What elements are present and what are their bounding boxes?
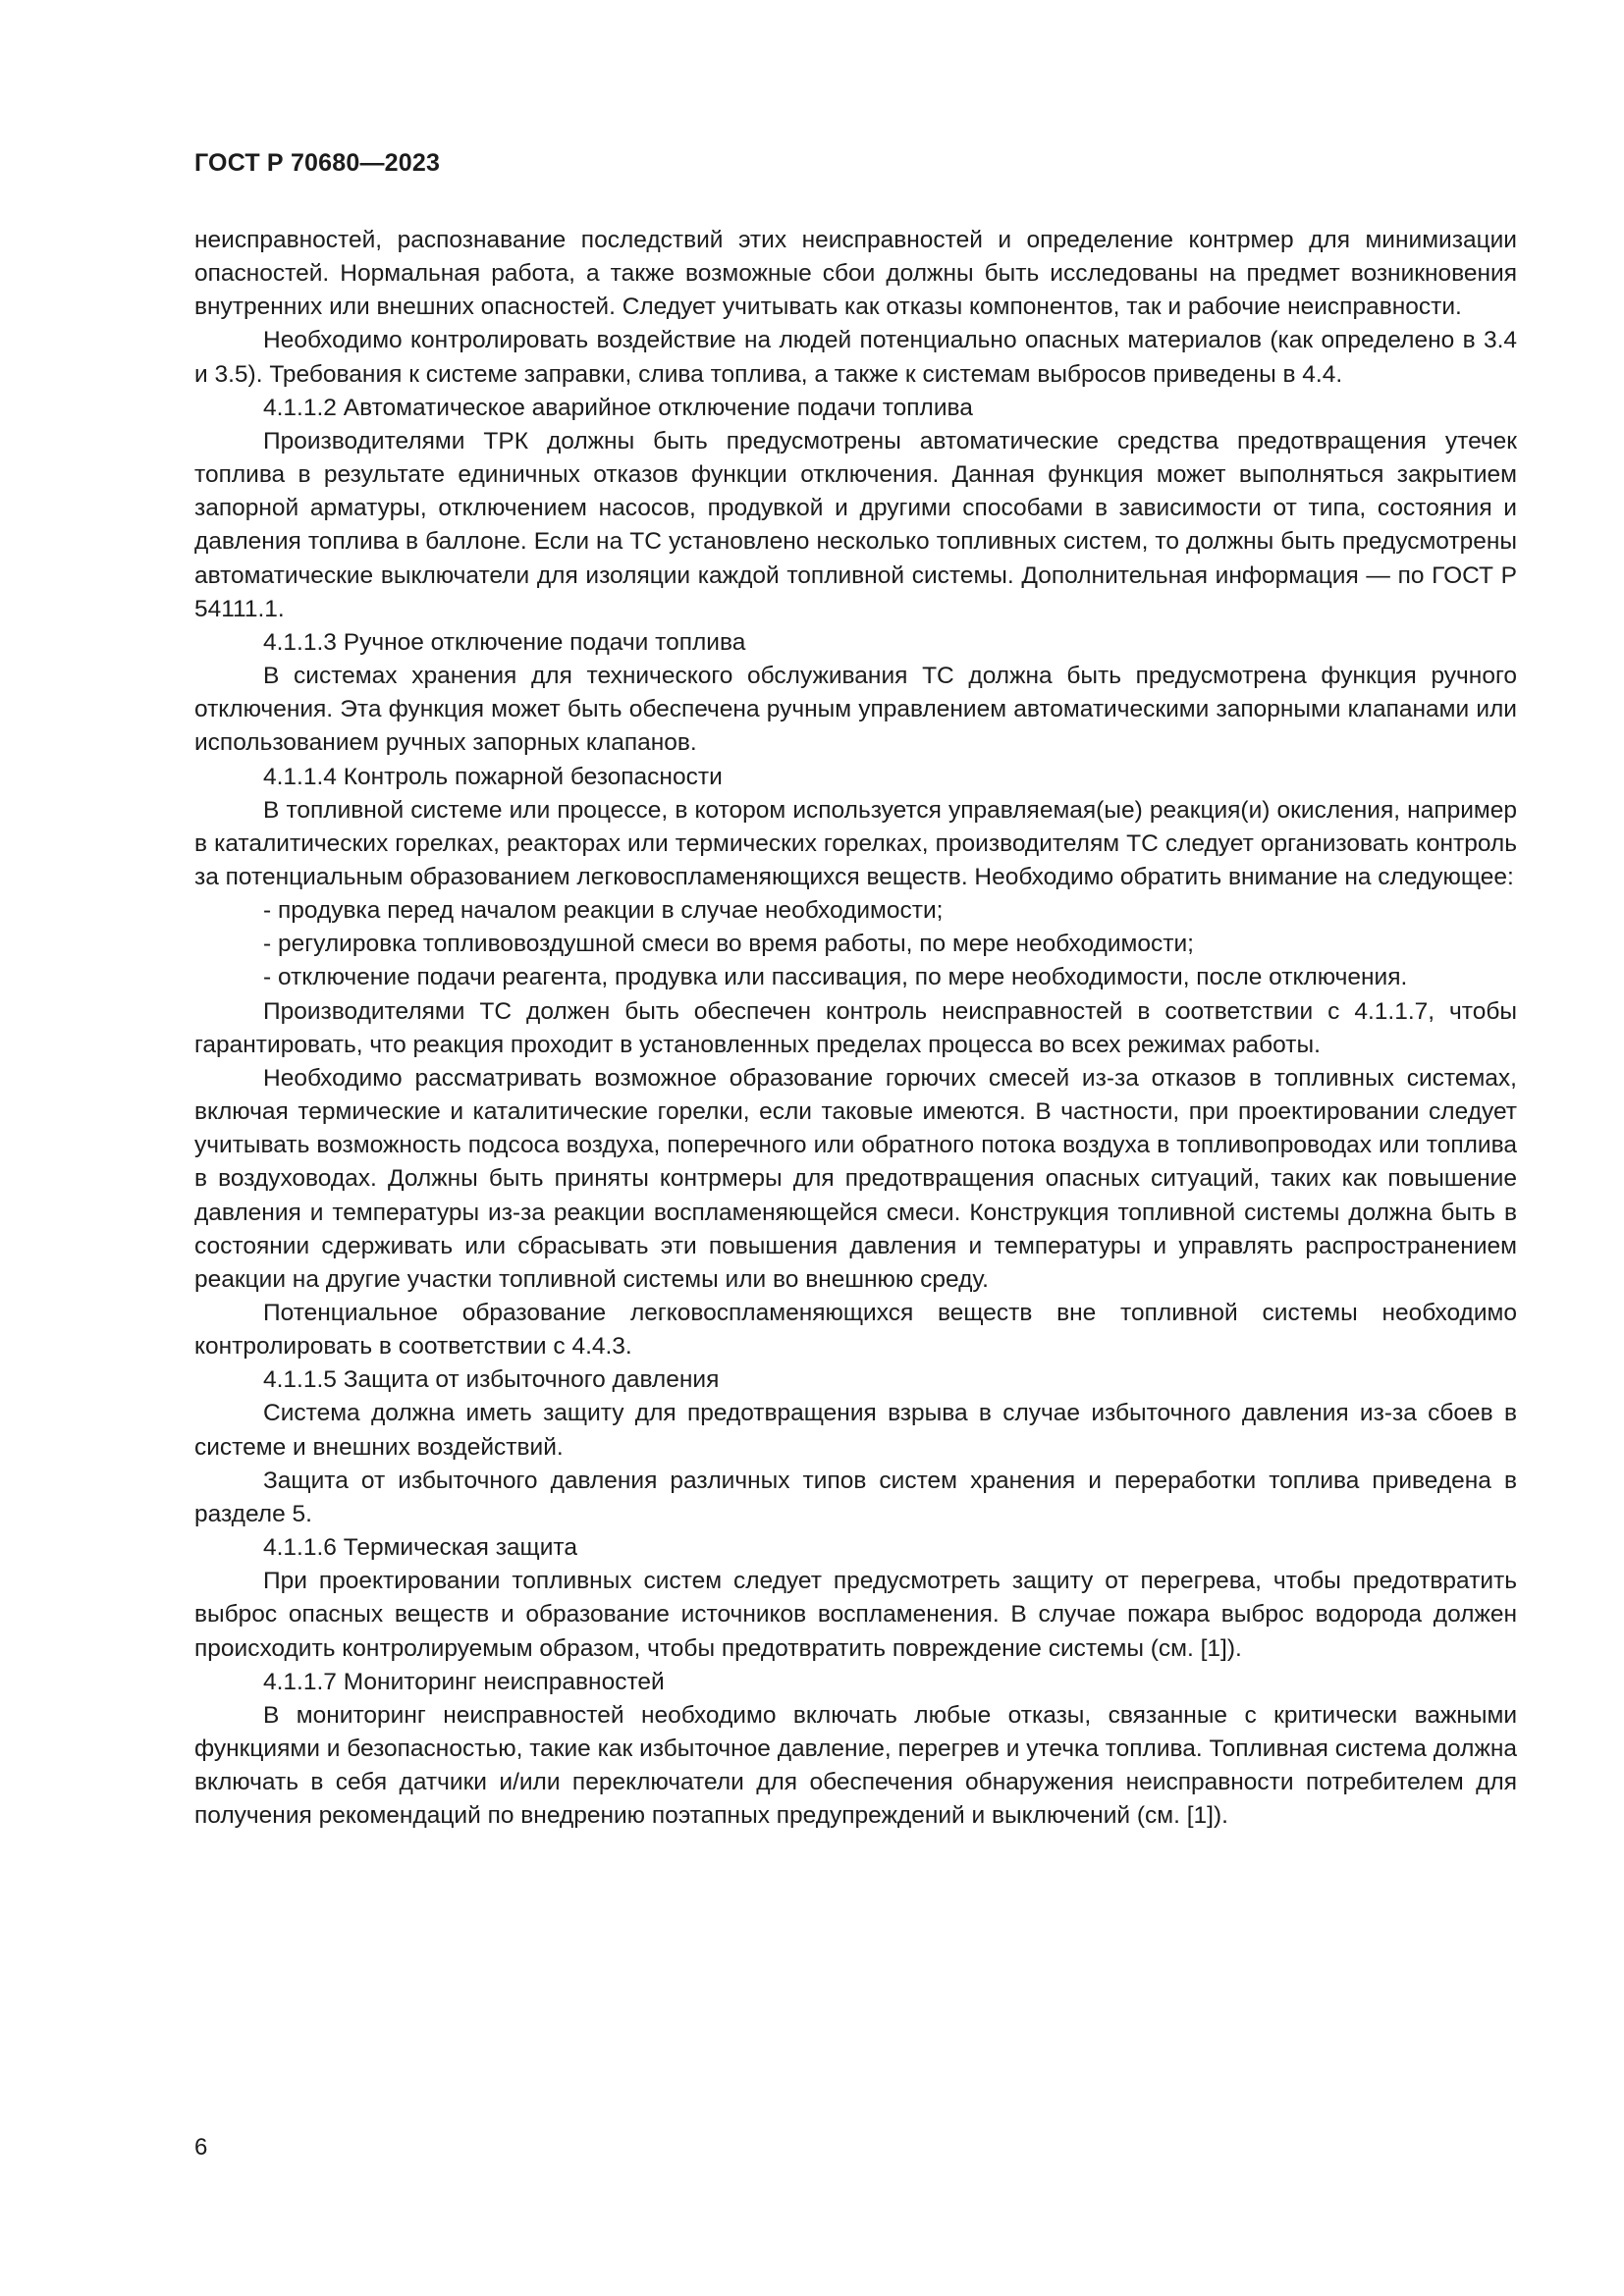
paragraph: При проектировании топливных систем следует предусмотреть защиту от перегрева, чтобы предотвратить выброс опасных веществ и образование источников воспламенения. В случае пожара выброс водорода должен происходить контролируемым образом, чтобы предотвратить повреждение системы (см. [1]). bbox=[194, 1568, 1517, 1662]
paragraph: Система должна иметь защиту для предотвращения взрыва в случае избыточного давления из-за сбоев в системе и внешних воздействий. bbox=[194, 1400, 1517, 1461]
paragraph: Производителями ТС должен быть обеспечен контроль неисправностей в соответствии с 4.1.1.7, чтобы гарантировать, что реакция проходит в установленных пределах процесса во всех режимах работы. bbox=[194, 997, 1517, 1058]
document-header: ГОСТ Р 70680—2023 bbox=[194, 149, 441, 177]
section-heading-4-1-1-5: 4.1.1.5 Защита от избыточного давления bbox=[263, 1366, 720, 1394]
section-heading-4-1-1-2: 4.1.1.2 Автоматическое аварийное отключение подачи топлива bbox=[263, 394, 973, 421]
paragraph: В системах хранения для технического обслуживания ТС должна быть предусмотрена функция ручного отключения. Эта функция может быть обеспечена ручным управлением автоматическими запорными клапанами или использованием ручных запорных клапанов. bbox=[194, 663, 1517, 757]
paragraph: Защита от избыточного давления различных типов систем хранения и переработки топлива приведена в разделе 5. bbox=[194, 1467, 1517, 1527]
paragraph: Потенциальное образование легковоспламеняющихся веществ вне топливной системы необходимо контролировать в соответствии с 4.4.3. bbox=[194, 1300, 1517, 1361]
paragraph-continuation: неисправностей, распознавание последствий этих неисправностей и определение контрмер для минимизации опасностей. Нормальная работа, а также возможные сбои должны быть исследованы на предмет возникновения внутренних или внешних опасностей. Следует учитывать как отказы компонентов, так и рабочие неисправности. bbox=[194, 227, 1517, 321]
page-number: 6 bbox=[194, 2134, 208, 2161]
section-heading-4-1-1-6: 4.1.1.6 Термическая защита bbox=[263, 1534, 577, 1562]
paragraph: Необходимо контролировать воздействие на людей потенциально опасных материалов (как определено в 3.4 и 3.5). Требования к системе заправки, слива топлива, а также к системам выбросов приведены в 4.4. bbox=[194, 327, 1517, 388]
list-item: - продувка перед началом реакции в случае необходимости; bbox=[263, 897, 944, 925]
document-body bbox=[194, 224, 1517, 1834]
list-item: - регулировка топливовоздушной смеси во время работы, по мере необходимости; bbox=[263, 931, 1194, 958]
paragraph: Производителями ТРК должны быть предусмотрены автоматические средства предотвращения утечек топлива в результате единичных отказов функции отключения. Данная функция может выполняться закрытием запорной арматуры, отключением насосов, продувкой и другими способами в зависимости от типа, состояния и давления топлива в баллоне. Если на ТС установлено несколько топливных систем, то должны быть предусмотрены автоматические выключатели для изоляции каждой топливной системы. Дополнительная информация — по ГОСТ Р 54111.1. bbox=[194, 427, 1517, 622]
paragraph: Необходимо рассматривать возможное образование горючих смесей из-за отказов в топливных системах, включая термические и каталитические горелки, если таковые имеются. В частности, при проектировании следует учитывать возможность подсоса воздуха, поперечного или обратного потока воздуха в топливопроводах или топлива в воздуховодах. Должны быть приняты контрмеры для предотвращения опасных ситуаций, таких как повышение давления и температуры из-за реакции воспламеняющейся смеси. Конструкция топливной системы должна быть в состоянии сдерживать или сбрасывать эти повышения давления и температуры и управлять распространением реакции на другие участки топливной системы или во внешнюю среду. bbox=[194, 1064, 1517, 1293]
section-heading-4-1-1-7: 4.1.1.7 Мониторинг неисправностей bbox=[263, 1668, 665, 1695]
list-item: - отключение подачи реагента, продувка или пассивация, по мере необходимости, после отключения. bbox=[263, 964, 1408, 991]
section-heading-4-1-1-3: 4.1.1.3 Ручное отключение подачи топлива bbox=[263, 628, 746, 656]
paragraph: В мониторинг неисправностей необходимо включать любые отказы, связанные с критически важными функциями и безопасностью, такие как избыточное давление, перегрев и утечка топлива. Топливная система должна включать в себя датчики и/или переключатели для обеспечения обнаружения неисправности потребителем для получения рекомендаций по внедрению поэтапных предупреждений и выключений (см. [1]). bbox=[194, 1701, 1517, 1830]
paragraph: В топливной системе или процессе, в котором используется управляемая(ые) реакция(и) окисления, например в каталитических горелках, реакторах или термических горелках, производителям ТС следует организовать контроль за потенциальным образованием легковоспламеняющихся веществ. Необходимо обратить внимание на следующее: bbox=[194, 796, 1517, 890]
section-heading-4-1-1-4: 4.1.1.4 Контроль пожарной безопасности bbox=[263, 763, 723, 790]
